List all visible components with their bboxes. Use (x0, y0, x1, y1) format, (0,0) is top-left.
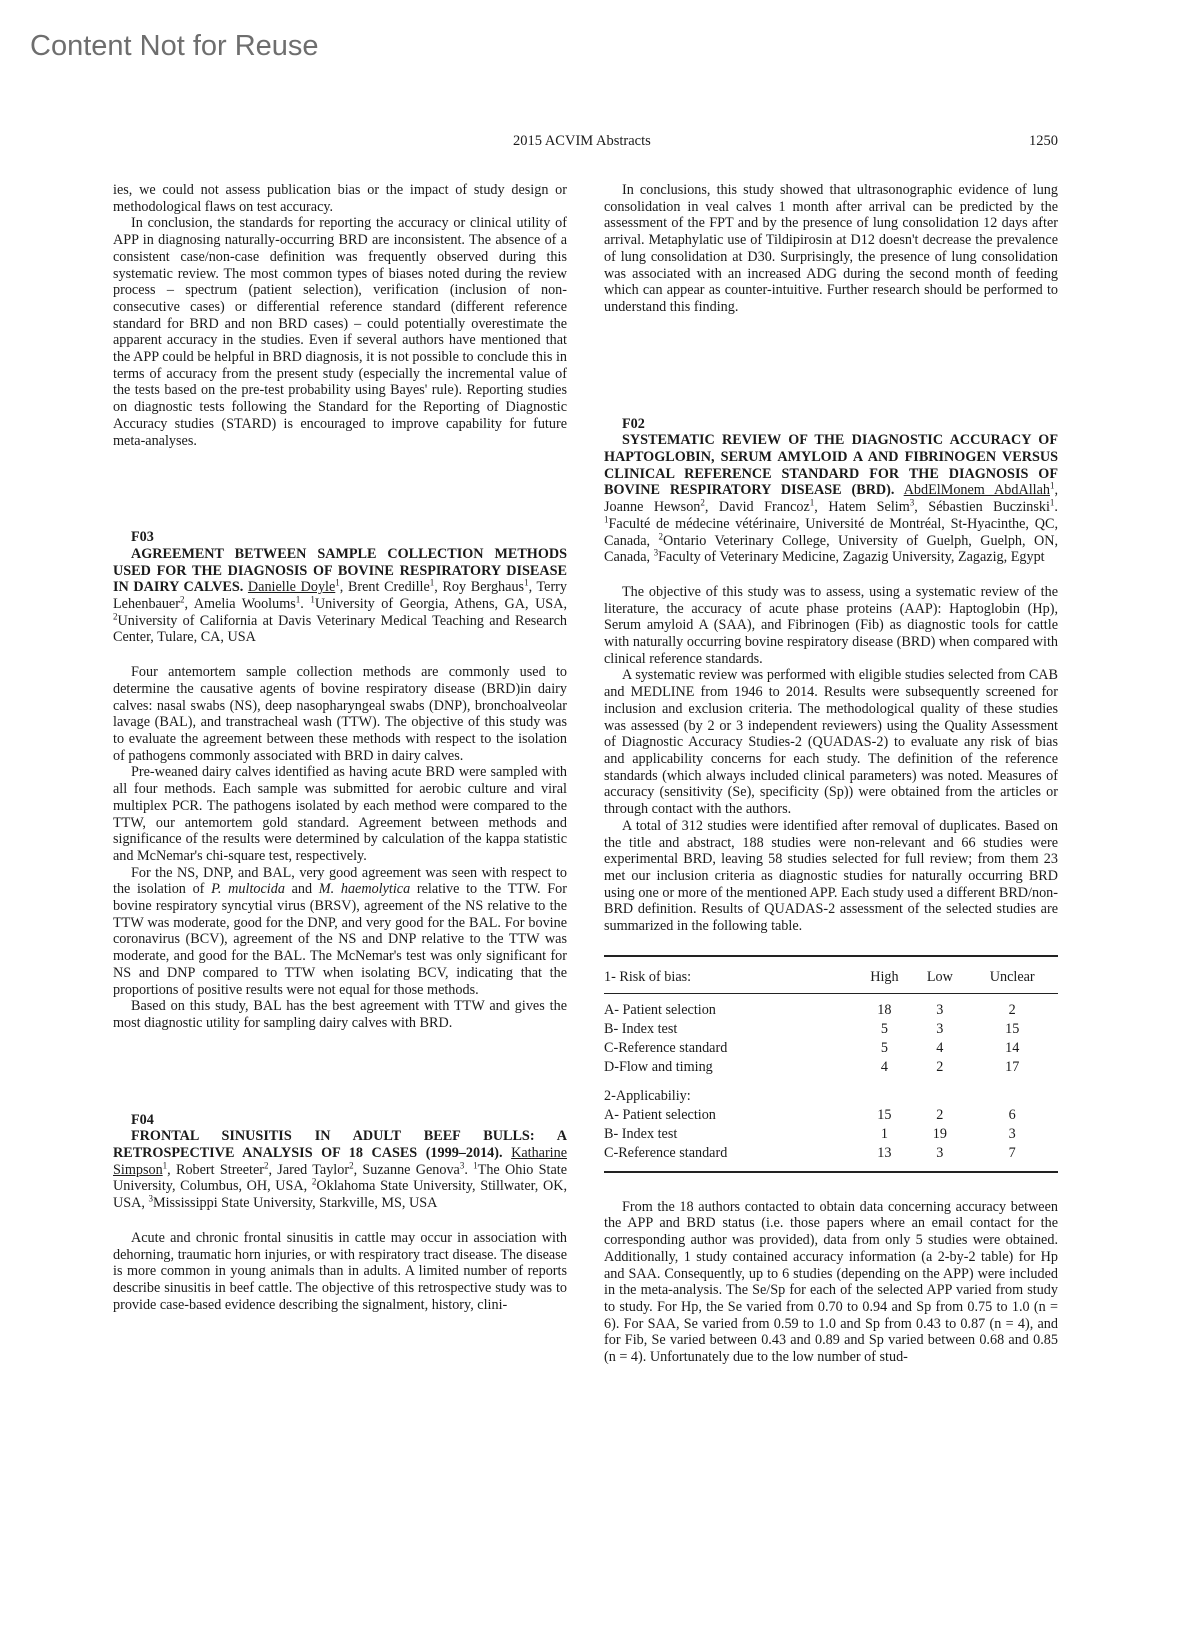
table-row (604, 1039, 1058, 1058)
body-paragraph: Acute and chronic frontal sinusitis in cattle may occur in association with dehorning, traumatic horn injuries, or with respiratory tract disease. The disease is more common in young animals than in adults. A limited number of reports describe sinusitis in beef cattle. The objective of this retrospective study was to provide case-based evidence describing the signalment, history, clini- (113, 1229, 567, 1313)
author: , Jared Taylor (268, 1161, 350, 1178)
table-cell: 2 (936, 1058, 944, 1075)
table-cell: 3 (1008, 1125, 1016, 1142)
table-header-row (604, 956, 1058, 994)
affiliation: Oklahoma State University, Stillwater, OK, USA, (113, 1178, 568, 1212)
abstract-code: F03 (131, 529, 154, 546)
table-cell: 17 (1005, 1058, 1020, 1075)
table-cell: B- Index test (604, 1020, 678, 1037)
page-number: 1250 (1029, 133, 1058, 149)
affiliation: Faculty of Veterinary Medicine, Zagazig University, Zagazig, Egypt (658, 549, 1045, 566)
author: , Brent Credille (339, 579, 430, 596)
table-row (604, 1020, 1058, 1039)
presenting-author: Danielle Doyle (247, 579, 336, 596)
affiliation: Faculté de médecine vétérinaire, Université de Montréal, St-Hyacinthe, QC, Canada, (604, 515, 1058, 549)
text-run: and (284, 881, 319, 898)
affiliation: Ontario Veterinary College, University of Guelph, Guelph, ON, Canada, (604, 532, 1059, 566)
table-row (604, 1125, 1058, 1144)
abstract-code: F04 (131, 1111, 154, 1128)
conclusion-paragraph: In conclusions, this study showed that ultrasonographic evidence of lung consolidation in veal calves 1 month after arrival can be predicted by the assessment of the FPT and by the presence of lung consolidation 12 days after arrival. Metaphylatic use of Tildipirosin at D12 doesn't decrease the prevalence of lung consolidation at D30. Surprisingly, the presence of lung consolidation was associated with an increased ADG during the second month of feeding which can appear as counter-intuitive. Further research should be performed to understand this finding. (604, 182, 1058, 315)
table-cell: 5 (880, 1020, 888, 1037)
table-section-row (604, 1077, 1058, 1106)
abstract-title: FRONTAL SINUSITIS IN ADULT BEEF BULLS: A RETROSPECTIVE ANALYSIS OF 18 CASES (1999–2014). (113, 1128, 567, 1162)
table-header-cell: Unclear (966, 956, 1058, 994)
table-section-label: 2-Applicabiliy: (604, 1087, 691, 1104)
text-run: For the NS, DNP, and BAL, very good agreement was seen with respect to the isolation of (113, 864, 567, 898)
abstract-title: SYSTEMATIC REVIEW OF THE DIAGNOSTIC ACCURACY OF HAPTOGLOBIN, SERUM AMYLOID A AND FIBRINOGEN VERSUS CLINICAL REFERENCE STANDARD FOR THE DIAGNOSIS OF BOVINE RESPIRATORY DISEASE (BRD). (604, 432, 1058, 499)
abstract-f03 (113, 529, 567, 1031)
body-paragraph: A total of 312 studies were identified after removal of duplicates. Based on the title and abstract, 188 studies were non-relevant and 66 studies were experimental BRD, leaving 58 studies selected for full review; from them 23 met our inclusion criteria as diagnostic studies for naturally occurring BRD using one or more of the mentioned APP. Each study used a different BRD/non-BRD definition. Results of QUADAS-2 assessment of the selected studies are summarized in the following table. (604, 817, 1058, 935)
affiliation: Mississippi State University, Starkville, MS, USA (152, 1195, 438, 1212)
table-cell: 13 (877, 1144, 892, 1161)
body-paragraph: Four antemortem sample collection methods are commonly used to determine the causative agents of bovine respiratory disease (BRD)in dairy calves: nasal swabs (NS), deep nasopharyngeal swabs (DNP), bronchoalveolar lavage (BAL), and transtracheal wash (TTW). The objective of this study was to evaluate the agreement between these methods with respect to the isolation of pathogens commonly associated with BRD in dairy calves. (113, 664, 567, 764)
table-cell: A- Patient selection (604, 1106, 716, 1123)
author: , Joanne Hewson (604, 482, 1059, 516)
body-paragraph (113, 865, 567, 999)
table-row (604, 1144, 1058, 1172)
abstract-heading: FRONTAL SINUSITIS IN ADULT BEEF BULLS: A RETROSPECTIVE ANALYSIS OF 18 CASES (1999–2014). Katharine Simpson$^1$, Robert Streeter$^2$, Jared Taylor$^2$, Suzanne Genova$^3$. $^1$The Ohio State University, Columbus, OH, USA, $^2$Oklahoma State University, Stillwater, OK, USA, $^3$Mississippi State University, Starkville, MS, USA (113, 1128, 568, 1212)
abstract-heading: AGREEMENT BETWEEN SAMPLE COLLECTION METHODS USED FOR THE DIAGNOSIS OF BOVINE RESPIRATORY DISEASE IN DAIRY CALVES. Danielle Doyle$^1$, Brent Credille$^1$, Roy Berghaus$^1$, Terry Lehenbauer$^2$, Amelia Woolums$^1$. $^1$University of Georgia, Athens, GA, USA, $^2$University of California at Davis Veterinary Medical Teaching and Research Center, Tulare, CA, USA (113, 545, 568, 646)
table-cell: 4 (936, 1039, 944, 1056)
author: , Roy Berghaus (434, 579, 525, 596)
quadas-table (604, 955, 1058, 1173)
watermark: Content Not for Reuse (30, 30, 319, 62)
right-column (604, 182, 1058, 1366)
table-cell: 15 (877, 1106, 892, 1123)
table-row (604, 993, 1058, 1020)
table-cell: 15 (1005, 1020, 1020, 1037)
table-cell: B- Index test (604, 1125, 678, 1142)
body-paragraph: A systematic review was performed with eligible studies selected from CAB and MEDLINE from 1946 to 2014. Results were subsequently screened for inclusion and exclusion criteria. The methodological quality of these studies was assessed (by 2 or 3 independent reviewers) using the Quality Assessment of Diagnostic Accuracy Studies-2 (QUADAS-2) to evaluate any risk of bias and applicability concerns for each study. The definition of the reference standards (which always included clinical parameters) was noted. Measures of accuracy (sensitivity (Se), specificity (Sp)) were obtained from the articles or through contact with the authors. (604, 667, 1058, 818)
abstract-f04 (113, 1112, 567, 1314)
table-cell: C-Reference standard (604, 1039, 728, 1056)
presenting-author: Katharine Simpson (113, 1145, 568, 1178)
affiliation: The Ohio State University, Columbus, OH, USA, (113, 1161, 567, 1195)
table-cell: 3 (936, 1144, 944, 1161)
table-cell: C-Reference standard (604, 1144, 728, 1161)
table-header-cell: 1- Risk of bias: (604, 956, 855, 994)
author: , Sébastien Buczinski (914, 499, 1050, 516)
body-paragraph: Pre-weaned dairy calves identified as having acute BRD were sampled with all four methods. Each sample was submitted for aerobic culture and viral multiplex PCR. The pathogens isolated by each method were compared to the TTW, our antemortem gold standard. Agreement between methods and significance of the results were determined by calculation of the kappa statistic and McNemar's chi-square test, respectively. (113, 764, 567, 864)
table-cell: 19 (932, 1125, 947, 1142)
table-cell: 14 (1005, 1039, 1020, 1056)
affiliation: University of California at Davis Veterinary Medical Teaching and Research Center, Tulare, CA, USA (113, 612, 567, 646)
table-cell: D-Flow and timing (604, 1058, 713, 1075)
table-cell: 2 (1008, 1001, 1016, 1018)
affiliation: University of Georgia, Athens, GA, USA, (314, 596, 567, 613)
continued-paragraph: ies, we could not assess publication bias or the impact of study design or methodological flaws on test accuracy. (113, 182, 567, 215)
author: , Terry Lehenbauer (113, 579, 568, 613)
text-run: relative to the TTW. For bovine respiratory syncytial virus (BRSV), agreement of the NS relative to the TTW was moderate, good for the DNP, and very good for the BAL. For bovine coronavirus (BCV), agreement of the NS and DNP relative to the TTW was moderate, and good for the BAL. The McNemar's test was only significant for NS and DNP compared to TTW when isolating BCV, indicating that the proportions of positive results were not equal for those methods. (113, 881, 567, 998)
table-cell: 1 (880, 1125, 888, 1142)
abstract-title: AGREEMENT BETWEEN SAMPLE COLLECTION METHODS USED FOR THE DIAGNOSIS OF BOVINE RESPIRATORY DISEASE IN DAIRY CALVES. (113, 545, 567, 596)
presenting-author: AbdElMonem AbdAllah (903, 482, 1050, 499)
species-name: P. multocida (211, 881, 285, 898)
table-cell: 18 (877, 1001, 892, 1018)
author: , Amelia Woolums (184, 596, 296, 613)
species-name: M. haemolytica (318, 881, 411, 898)
table-header-cell: High (855, 956, 913, 994)
abstract-f02 (604, 416, 1058, 1366)
author: , Hatem Selim (814, 499, 910, 516)
left-column (113, 182, 567, 1313)
author: , Suzanne Genova (353, 1161, 460, 1178)
conclusion-paragraph: In conclusion, the standards for reporting the accuracy or clinical utility of APP in diagnosing naturally-occurring BRD are inconsistent. The absence of a consistent case/non-case definition was frequently observed during this systematic review. The most common types of biases noted during the review process – spectrum (patient selection), verification (inclusion of non-consecutive cases) or differential reference standard (different reference standard for BRD and non BRD cases) – could potentially overestimate the apparent accuracy in the studies. Even if several authors have mentioned that the APP could be helpful in BRD diagnosis, it is not possible to conclude this in terms of accuracy from the present study (especially the incremental value of the tests based on the pre-test probability using Bayes' rule). Reporting studies on diagnostic tests following the Standard for the Reporting of Diagnostic Accuracy studies (STARD) is encouraged to improve capability for future meta-analyses. (113, 215, 567, 449)
body-paragraph: Based on this study, BAL has the best agreement with TTW and gives the most diagnostic utility for sampling dairy calves with BRD. (113, 998, 567, 1031)
author: , Robert Streeter (167, 1161, 264, 1178)
table-cell: 5 (880, 1039, 888, 1056)
author: , David Francoz (704, 499, 810, 516)
body-paragraph: From the 18 authors contacted to obtain data concerning accuracy between the APP and BRD status (i.e. those papers where an email contact for the corresponding author was provided), data from only 5 studies were obtained. Additionally, 1 study contained accuracy information (a 2-by-2 table) for Hp and SAA. Consequently, up to 6 studies (depending on the APP) were included in the meta-analysis. The Se/Sp for each of the selected APP varied from study to study. For Hp, the Se varied from 0.70 to 0.94 and Sp from 0.75 to 1.0 (n = 6). For SAA, Se varied from 0.59 to 1.0 and Sp from 0.43 to 0.87 (n = 4), and for Fib, Se varied between 0.43 and 0.89 and Sp varied between 0.68 and 0.85 (n = 4). Unfortunately due to the low number of stud- (604, 1198, 1058, 1366)
abstract-code: F02 (622, 415, 645, 432)
abstract-heading: SYSTEMATIC REVIEW OF THE DIAGNOSTIC ACCURACY OF HAPTOGLOBIN, SERUM AMYLOID A AND FIBRINOGEN VERSUS CLINICAL REFERENCE STANDARD FOR THE DIAGNOSIS OF BOVINE RESPIRATORY DISEASE (BRD). AbdElMonem AbdAllah$^1$, Joanne Hewson$^2$, David Francoz$^1$, Hatem Selim$^3$, Sébastien Buczinski$^1$. $^1$Faculté de médecine vétérinaire, Université de Montréal, St-Hyacinthe, QC, Canada, $^2$Ontario Veterinary College, University of Guelph, Guelph, ON, Canada, $^3$Faculty of Veterinary Medicine, Zagazig University, Zagazig, Egypt (604, 432, 1059, 566)
table-cell: 6 (1008, 1106, 1016, 1123)
table-row (604, 1058, 1058, 1077)
table-cell: 4 (880, 1058, 888, 1075)
table-header-cell: Low (913, 956, 966, 994)
table-cell: 3 (936, 1020, 944, 1037)
journal-title: 2015 ACVIM Abstracts (513, 133, 651, 149)
body-paragraph: The objective of this study was to assess, using a systematic review of the literature, the accuracy of acute phase proteins (AAP): Haptoglobin (Hp), Serum amyloid A (SAA), and Fibrinogen (Fib) as diagnostic tools for cattle with naturally occurring bovine respiratory disease (BRD) when compared with clinical reference standards. (604, 583, 1058, 667)
table-cell: 2 (936, 1106, 944, 1123)
table-cell: A- Patient selection (604, 1001, 716, 1018)
table-cell: 3 (936, 1001, 944, 1018)
table-cell: 7 (1008, 1144, 1016, 1161)
table-row (604, 1106, 1058, 1125)
